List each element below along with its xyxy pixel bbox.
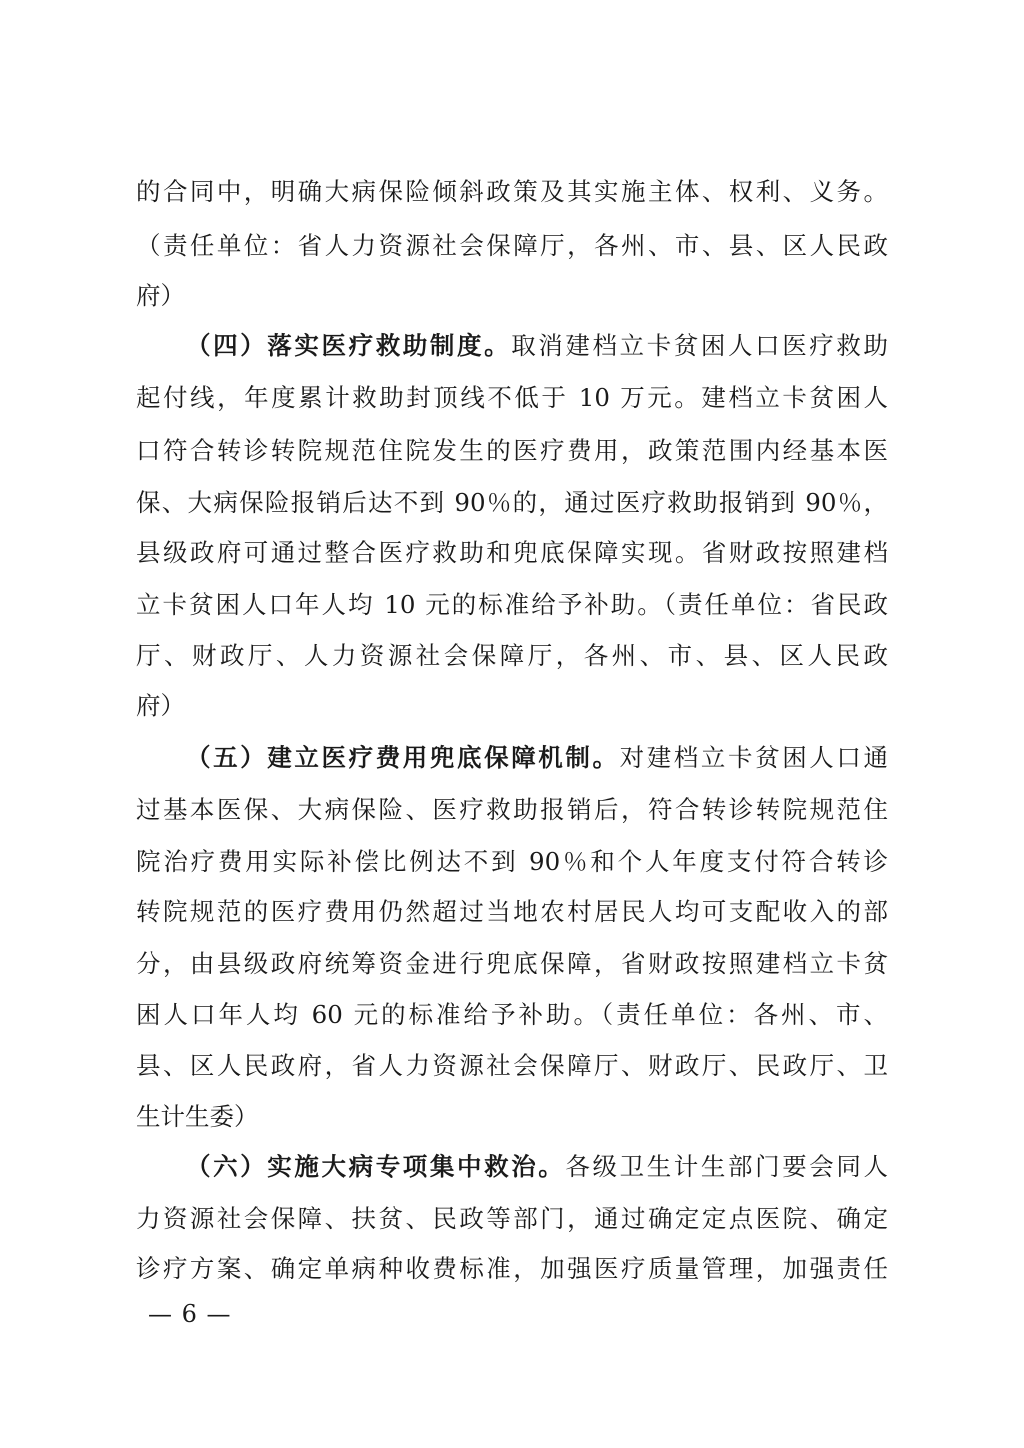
section-heading-five: （五）建立医疗费用兜底保障机制。 [186,743,620,772]
section-four-first-line [186,326,888,366]
paragraph-line: 困人口年人均 60 元的标准给予补助。（责任单位：各州、市、 [136,1000,888,1029]
paragraph-line: 县、区人民政府，省人力资源社会保障厅、财政厅、民政厅、卫 [136,1051,888,1080]
section-heading-four: （四）落实医疗救助制度。 [186,331,512,360]
paragraph-line: 转院规范的医疗费用仍然超过当地农村居民人均可支配收入的部 [136,897,888,926]
paragraph-line: 生计生委） [136,1102,259,1131]
paragraph-line: 府） [136,691,185,720]
section-five-first-line [186,738,888,778]
paragraph-line: 县级政府可通过整合医疗救助和兜底保障实现。省财政按照建档 [136,538,888,567]
paragraph-line: 力资源社会保障、扶贫、民政等部门，通过确定定点医院、确定 [136,1204,888,1233]
section-six-first-line [186,1147,888,1187]
paragraph-line: 过基本医保、大病保险、医疗救助报销后，符合转诊转院规范住 [136,795,888,824]
paragraph-text: 各级卫生计生部门要会同人 [565,1152,889,1181]
page-number: — 6 — [148,1300,232,1328]
paragraph-line: 府） [136,281,185,310]
paragraph-line: （责任单位：省人力资源社会保障厅，各州、市、县、区人民政 [136,231,888,260]
paragraph-line: 起付线，年度累计救助封顶线不低于 10 万元。建档立卡贫困人 [136,383,888,412]
paragraph-line: 厅、财政厅、人力资源社会保障厅，各州、市、县、区人民政 [136,641,888,670]
paragraph-line: 保、大病保险报销后达不到 90％的，通过医疗救助报销到 90％， [136,488,888,517]
paragraph-line: 口符合转诊转院规范住院发生的医疗费用，政策范围内经基本医 [136,436,888,465]
paragraph-line: 诊疗方案、确定单病种收费标准，加强医疗质量管理，加强责任 [136,1254,888,1283]
paragraph-line: 立卡贫困人口年人均 10 元的标准给予补助。（责任单位：省民政 [136,590,888,619]
paragraph-text: 取消建档立卡贫困人口医疗救助 [511,331,889,360]
paragraph-line: 院治疗费用实际补偿比例达不到 90％和个人年度支付符合转诊 [136,847,888,876]
paragraph-text: 对建档立卡贫困人口通 [619,743,889,772]
section-heading-six: （六）实施大病专项集中救治。 [186,1152,566,1181]
paragraph-line: 分，由县级政府统筹资金进行兜底保障，省财政按照建档立卡贫 [136,949,888,978]
paragraph-line: 的合同中，明确大病保险倾斜政策及其实施主体、权利、义务。 [136,177,888,206]
